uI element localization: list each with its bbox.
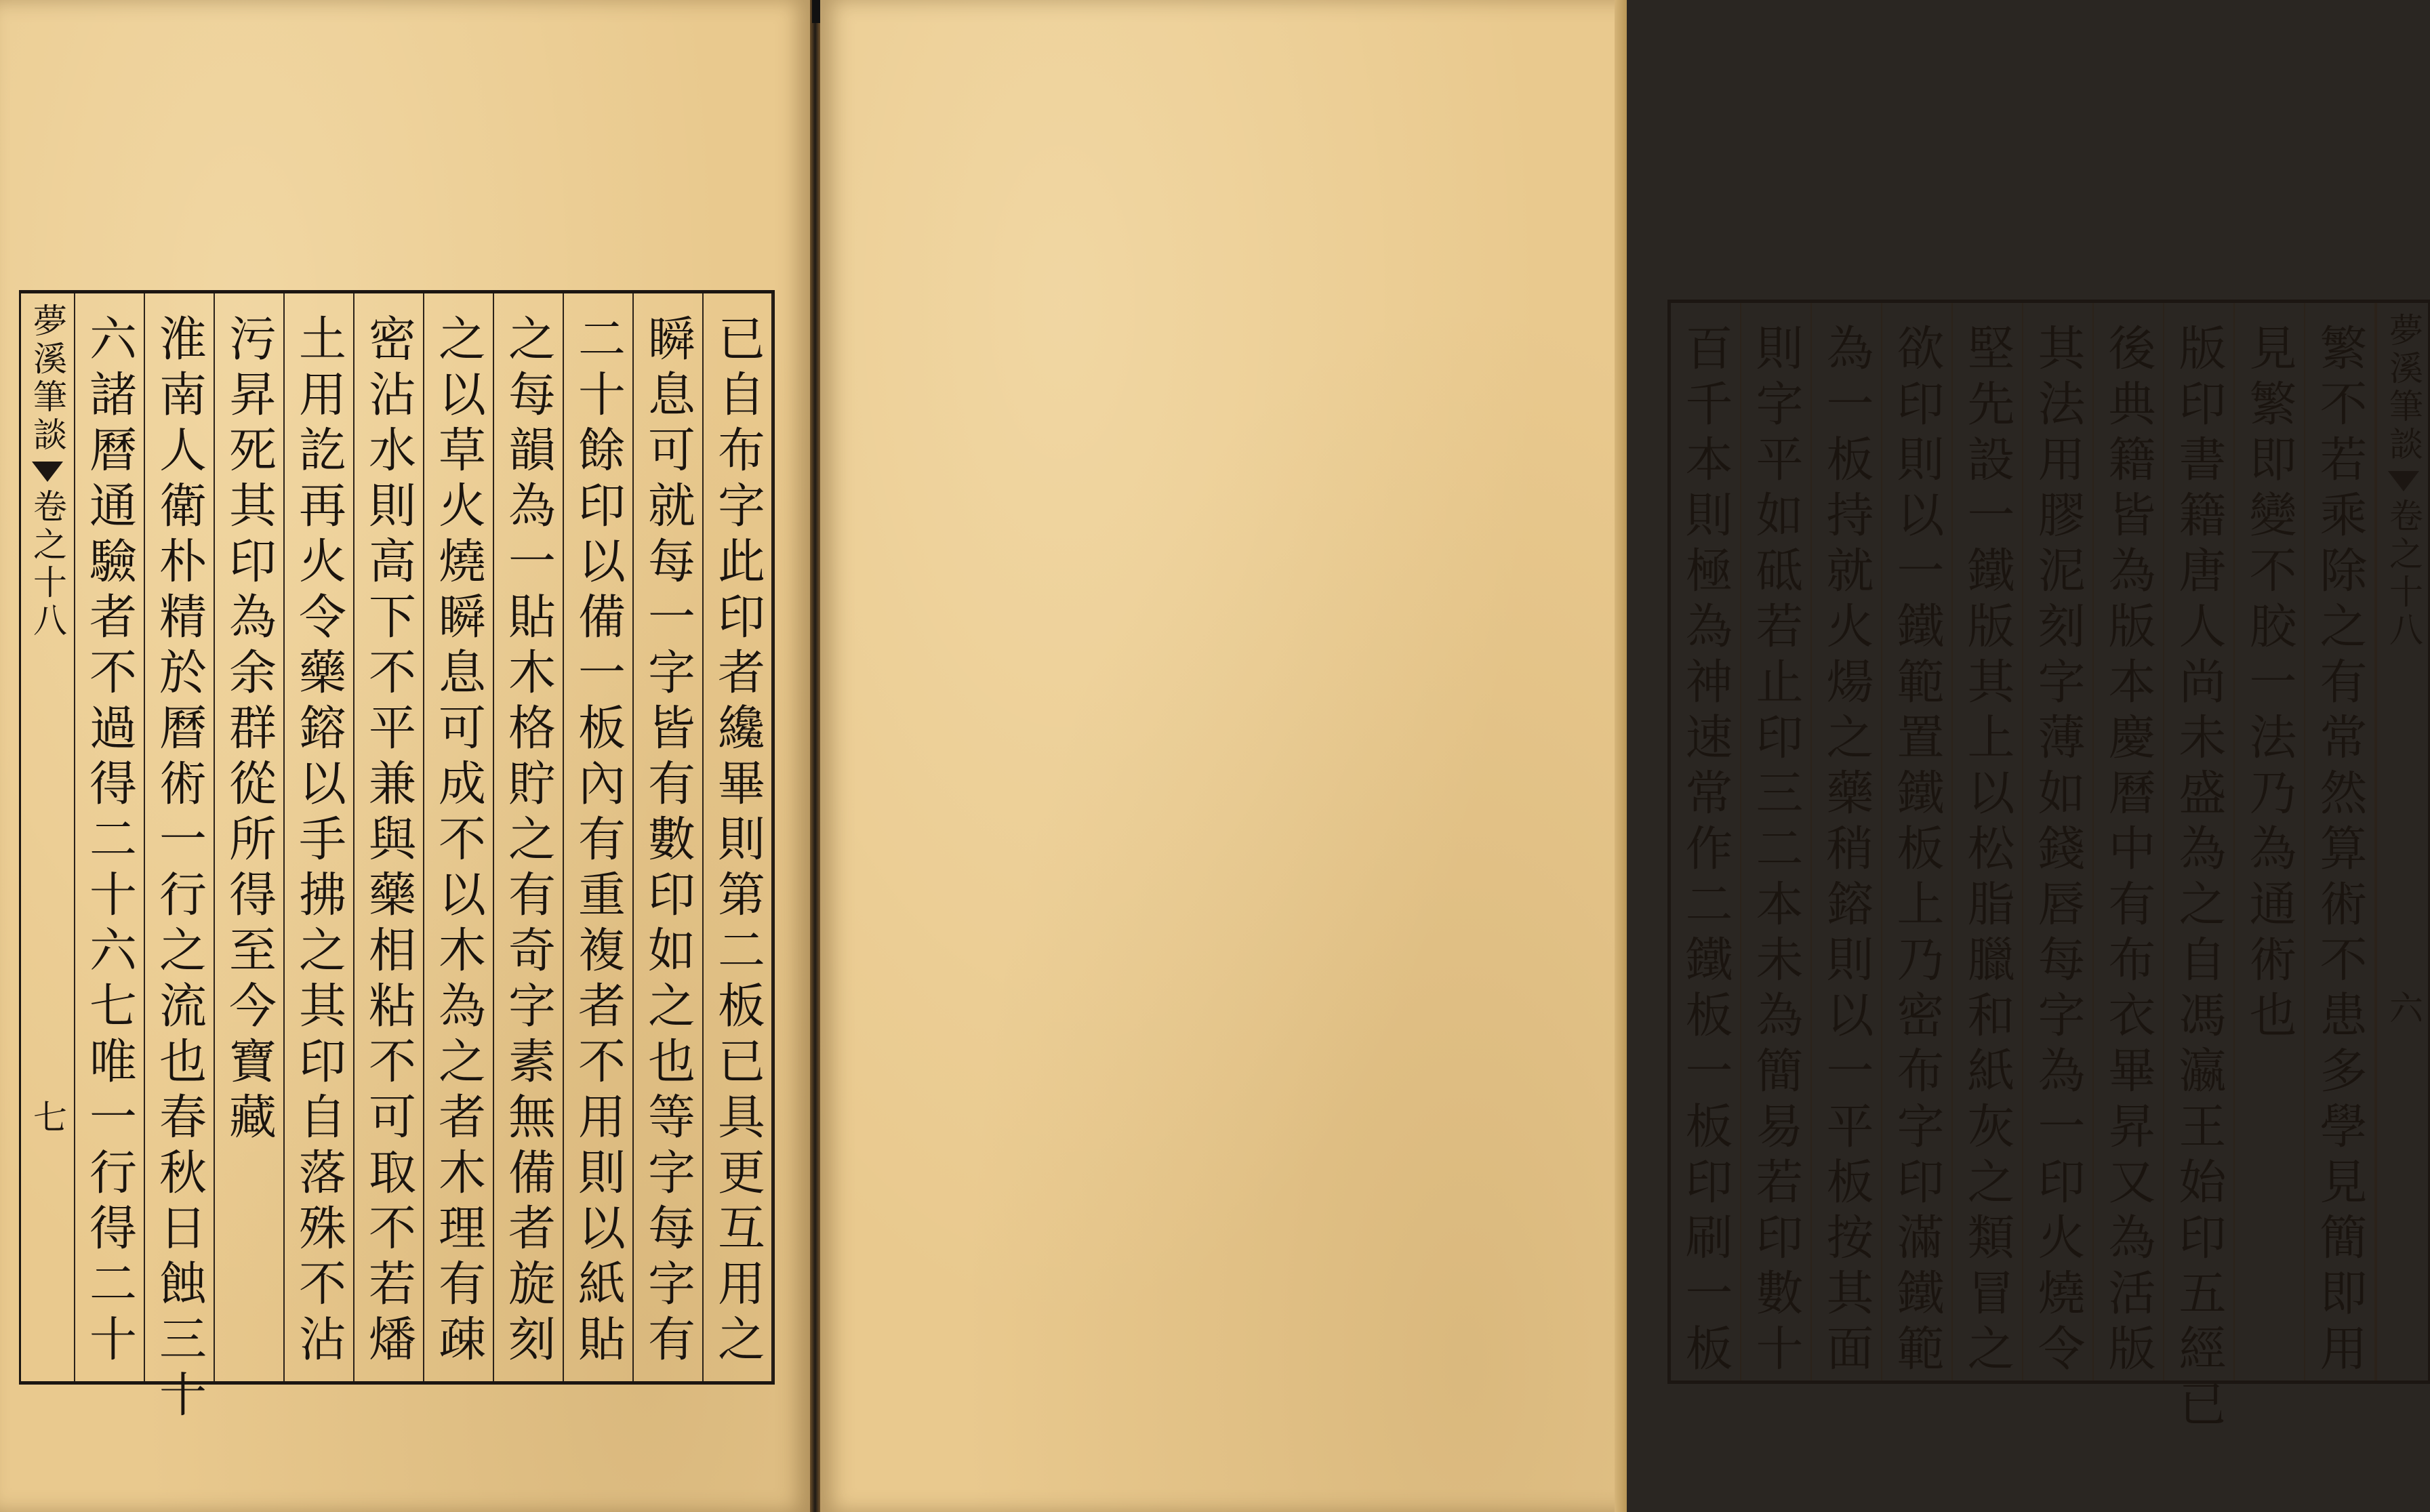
left-column-text: 密沾水則高下不平兼與藥相粘不可取不若燔	[361, 314, 417, 1370]
left-column-text: 瞬息可就每一字皆有數印如之也等字每字有	[640, 314, 696, 1370]
fish-tail-mark	[2388, 471, 2419, 491]
right-chapter-label: 卷之十八	[2384, 498, 2423, 650]
fish-tail-mark	[32, 462, 63, 482]
right-page-frame	[1667, 300, 2430, 1435]
right-column-text: 後典籍皆為版本慶曆中有布衣畢昇又為活版	[2101, 323, 2156, 1379]
left-column-3	[564, 293, 634, 1381]
right-column-text: 見繁即變不胶一法乃為通術也	[2242, 323, 2297, 1046]
right-center-strip	[2376, 303, 2430, 1381]
left-column-7	[285, 293, 355, 1381]
left-column-text: 二十餘印以備一板內有重複者不用則以紙貼	[570, 314, 626, 1370]
right-column-text: 繁不若乘除之有常然算術不患多學見簡即用	[2312, 323, 2368, 1379]
right-column-9	[1741, 303, 1812, 1381]
right-column-text: 則字平如砥若止印三二本未為簡易若印數十	[1748, 323, 1804, 1379]
spine-binding	[812, 0, 820, 23]
left-chapter-label: 卷之十八	[28, 489, 67, 640]
left-page-frame	[19, 290, 775, 1425]
left-column-text: 淮南人衛朴精於曆術一行之流也春秋日蝕三十	[151, 314, 207, 1425]
right-column-1	[2305, 303, 2376, 1381]
left-column-8	[215, 293, 285, 1381]
right-column-2	[2235, 303, 2305, 1381]
left-column-1	[704, 293, 773, 1381]
right-column-7	[1882, 303, 1953, 1381]
left-column-4	[494, 293, 564, 1381]
left-column-10	[75, 293, 145, 1381]
left-column-text: 六諸曆通驗者不過得二十六七唯一行得二十	[81, 314, 138, 1370]
left-column-text: 污昇死其印為余群從所得至今寶藏	[221, 314, 277, 1147]
left-column-2	[634, 293, 704, 1381]
left-column-text: 之以草火燒瞬息可成不以木為之者木理有疎	[430, 314, 487, 1370]
left-column-text: 已自布字此印者纔畢則第二板已具更互用之	[710, 314, 766, 1370]
right-column-8	[1812, 303, 1882, 1381]
right-page	[820, 0, 2423, 1512]
right-page-number: 六	[2384, 990, 2423, 1028]
left-column-text: 土用訖再火令藥鎔以手拂之其印自落殊不沾	[291, 314, 347, 1370]
right-column-text: 堅先設一鐵版其上以松脂臘和紙灰之類冒之	[1960, 323, 2015, 1379]
page-edge	[1615, 0, 1627, 1512]
left-column-9	[145, 293, 215, 1425]
left-column-5	[424, 293, 494, 1381]
right-column-text: 欲印則以一鐵範置鐵板上乃密布字印滿鐵範	[1889, 323, 1945, 1379]
right-column-text: 其法用膠泥刻字薄如錢唇每字為一印火燒令	[2030, 323, 2086, 1379]
right-column-4	[2094, 303, 2164, 1381]
right-column-text: 百千本則極為神速常作二鐵板一板印刷一板	[1678, 323, 1733, 1379]
left-book-title: 夢溪筆談	[28, 303, 67, 455]
right-book-title: 夢溪筆談	[2384, 312, 2423, 464]
left-page-number: 七	[28, 1099, 67, 1137]
left-center-strip	[21, 293, 75, 1381]
book-gutter	[810, 0, 820, 1512]
right-column-5	[2023, 303, 2094, 1381]
left-column-6	[355, 293, 424, 1381]
right-column-6	[1953, 303, 2023, 1381]
left-page	[0, 0, 810, 1512]
right-column-text: 為一板持就火煬之藥稍鎔則以一平板按其面	[1819, 323, 1874, 1379]
right-column-10	[1671, 303, 1741, 1381]
left-column-text: 之每韻為一貼木格貯之有奇字素無備者旋刻	[500, 314, 556, 1370]
right-column-text: 版印書籍唐人尚未盛為之自馮瀛王始印五經已	[2171, 323, 2227, 1435]
right-column-3	[2164, 303, 2235, 1435]
